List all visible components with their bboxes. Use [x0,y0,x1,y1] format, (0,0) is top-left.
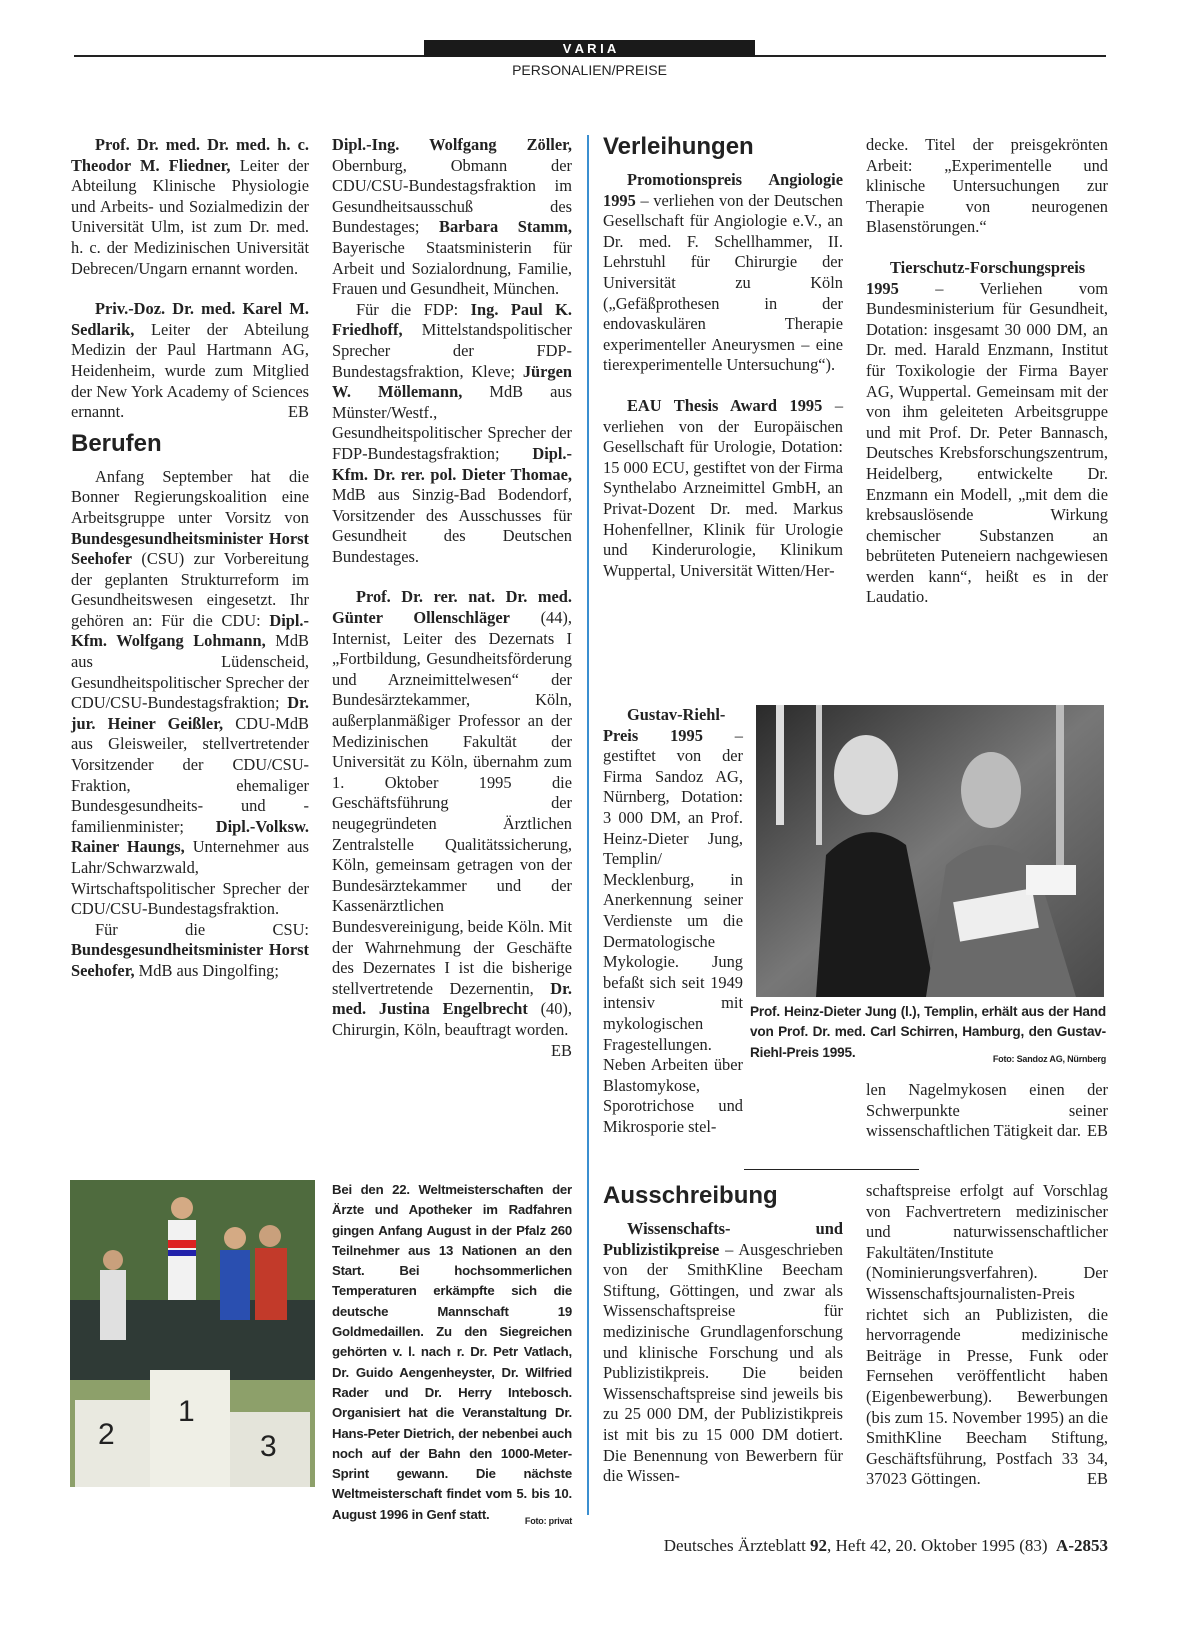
column-4 [866,135,1108,608]
section-rule [744,1169,919,1170]
berufen-continued: Dipl.-Ing. Wolfgang Zöller, Obernburg, Obmann der CDU/CSU-Bundestagsfraktion im Gesundheitsausschuß des Bundestages; Barbara Stamm, Bayerische Staatsministerin für Arbeit und Sozialordnung, Familie, Frauen und Gesundheit, München. [332,135,572,299]
footer-journal: Deutsches Ärzteblatt [663,1536,811,1555]
footer-page: A-2853 [1056,1536,1108,1555]
award-tierschutz: Tierschutz-Forschungspreis 1995 – Verliehen vom Bundesministerium für Gesundheit, Dotation: insgesamt 30 000 DM, an Dr. med. Harald Enzmann, Institut für Toxikologie der Firma Bayer AG, Wuppertal. Gemeinsam mit der von ihm geleiteten Arbeitsgruppe und mit Prof. Dr. Peter Bannasch, Deutsches Krebsforschungszentrum, Heidelberg, entwickelte Dr. Enzmann ein Modell, „mit dem die krebsauslösende Wirkung chemischer Substanzen an bebrüteten Puteneiern nachgewiesen werden kann“, heißt es in der Laudatio. [866,257,1108,607]
personalia-ollenschlaeger: Prof. Dr. rer. nat. Dr. med. Günter Ollenschläger (44), Internist, Leiter des Dezernats I „Fortbildung, Gesundheitsförderung und Arzneimittelwesen“ der Bundesärztekammer, Köln, außerplanmäßiger Professor an der Medizinischen Fakultät der Universität zu Köln, übernahm zum 1. Oktober 1995 die Geschäftsführung der neugegründeten Ärztlichen Zentralstelle Qualitätssicherung, Köln, gemeinsam getragen von der Bundesärztekammer und der Kassenärztlichen Bundesvereinigung, beide Köln. Mit der Wahrnehmung der Geschäfte des Dezernates I ist die bisherige stellvertretende Dezernentin, Dr. med. Justina Engelbrecht (40), Chirurgin, Köln, beauftragt worden. EB [332,587,572,1060]
cycling-photo [70,1180,315,1487]
column-3-lower [603,1181,843,1487]
podium-label-3: 3 [260,1430,277,1463]
ausschreibung-continued: schaftspreise erfolgt auf Vorschlag von Fachvertretern medizinischer und naturwissenschaftlicher Fakultäten/Institute (Nominierungsverfahren). Der Wissenschaftsjournalisten-Preis richtet sich an Publizisten, die hervorragende medizinische Beiträge in Presse, Funk oder Fernsehen veröffentlicht haben (Eigenbewerbung). Bewerbungen (bis zum 15. November 1995) an die SmithKline Beecham Stiftung, Geschäftsführung, Postfach 33 34, 37023 Göttingen. EB [866,1181,1108,1489]
personalia-sedlarik: Priv.-Doz. Dr. med. Karel M. Sedlarik, Leiter der Abteilung Medizin der Paul Hartmann AG, Heidenheim, wurde zum Mitglied der New York Academy of Sciences ernannt. EB [71,299,309,422]
award-riehl: Gustav-Riehl-Preis 1995 – gestiftet von der Firma Sandoz AG, Nürnberg, Dotation: 3 000 DM, an Prof. Heinz-Dieter Jung, Templin/ Mecklenburg, in Anerkennung seiner Verdienste um die Dermatologische Mykologie. Jung befaßt sich seit 1949 intensiv mit mykologischen Fragestellungen. Neben Arbeiten über Blastomykose, Sporotrichose und Mikrosporie stel- [603,705,743,1136]
award-photo [756,705,1104,997]
ausschreibung-text: Wissenschafts- und Publizistikpreise – Ausgeschrieben von der SmithKline Beecham Stiftung, Göttingen, und zwar als Wissenschaftspreise für medizinische Grundlagenforschung und klinische Forschung und als Publizistikpreis. Die beiden Wissenschaftspreise sind jeweils bis zu 25 000 DM, der Publizistikpreis ist mit bis zu 15 000 DM dotiert. Die Benennung von Bewerbern für die Wissen- [603,1219,843,1486]
podium-label-1: 1 [178,1395,195,1428]
column-4-lower [866,1181,1108,1490]
section-title: V A R I A [562,41,617,56]
berufen-text: Anfang September hat die Bonner Regierungskoalition eine Arbeitsgruppe unter Vorsitz von Bundesgesundheitsminister Horst Seehofer (CSU) zur Vorbereitung der geplanten Strukturreform im Gesundheitswesen eingesetzt. Ihr gehören an: Für die CDU: Dipl.-Kfm. Wolfgang Lohmann, MdB aus Lüdenscheid, Gesundheitspolitischer Sprecher der CDU/CSU-Bundestagsfraktion; Dr. jur. Heiner Geißler, CDU-MdB aus Gleisweiler, stellvertretender Vorsitzender der CDU/CSU-Fraktion, ehemaliger Bundesgesundheits- und -familienminister; Dipl.-Volksw. Rainer Haungs, Unternehmer aus Lahr/Schwarzwald, Wirtschaftspolitischer Sprecher der CDU/CSU-Bundestagsfraktion. [71,466,309,919]
award-eau-continued: decke. Titel der preisgekrönten Arbeit: „Experimentelle und klinische Untersuchungen zur Therapie von neurogenen Blasenstörungen.“ [866,135,1108,237]
heading-berufen: Berufen [71,429,162,457]
column-1 [71,135,309,982]
footer-volume: 92 [810,1536,828,1555]
podium-label-2: 2 [98,1418,115,1451]
award-riehl-end: len Nagelmykosen einen der Schwerpunkte seiner wissenschaftlichen Tätigkeit dar. EB [866,1080,1108,1141]
berufen-fdp: Für die FDP: Ing. Paul K. Friedhoff, Mittelstandspolitischer Sprecher der FDP-Bundestagsfraktion, Kleve; Jürgen W. Möllemann, MdB aus Münster/Westf., Gesundheitspolitischer Sprecher der FDP-Bundestagsfraktion; Dipl.-Kfm. Dr. rer. pol. Dieter Thomae, MdB aus Sinzig-Bad Bodendorf, Vorsitzender des Ausschusses für Gesundheit des Deutschen Bundestages. [332,299,573,566]
page-footer [540,1536,1108,1556]
award-photo-image [756,705,1104,997]
cycling-photo-caption: Bei den 22. Weltmeisterschaften der Ärzte und Apotheker im Radfahren gingen Anfang August in der Pfalz 260 Teilnehmer aus 13 Nationen an den Start. Bei hochsommerlichen Temperaturen erkämpfte sich die deutsche Mannschaft 19 Goldmedaillen. Zu den Siegreichen gehörten v. l. nach r. Dr. Petr Vatlach, Dr. Guido Aengenheyster, Dr. Wilfried Rader und Dr. Herry Intebosch. Organisiert hat die Veranstaltung Dr. Hans-Peter Dietrich, der nebenbei auch noch auf der Bahn den 1000-Meter-Sprint gewann. Die nächste Weltmeisterschaft findet vom 5. bis 10. August 1996 in Genf statt. Foto: privat [332,1180,572,1531]
heading-ausschreibung: Ausschreibung [603,1182,778,1209]
column-divider [587,135,589,1515]
section-banner [424,40,755,57]
column-3 [603,132,843,581]
personalia-fliedner: Prof. Dr. med. Dr. med. h. c. Theodor M. Fliedner, Leiter der Abteilung Klinische Physiologie und Arbeits- und Sozialmedizin der Universität Ulm, ist zum Dr. med. h. c. der Medizinischen Universität Debrecen/Ungarn ernannt worden. [71,135,309,278]
footer-issue: , Heft 42, 20. Oktober 1995 (83) [827,1536,1048,1555]
cycling-photo-credit: Foto: privat [524,1515,572,1526]
subsection-title: PERSONALIEN/PREISE [512,62,667,78]
award-photo-credit: Foto: Sandoz AG, Nürnberg [992,1053,1106,1064]
column-2 [332,135,572,1061]
award-angiologie: Promotionspreis Angiologie 1995 – verliehen von der Deutschen Gesellschaft für Angiologie e.V., an Dr. med. F. Schellhammer, II. Lehrstuhl für Chirurgie der Universität zu Köln („Gefäßprothesen in der endovaskulären Therapie experimenteller Aneurysmen – eine tierexperimentelle Untersuchung“). [603,170,843,375]
heading-verleihungen: Verleihungen [603,133,754,160]
award-photo-caption: Prof. Heinz-Dieter Jung (l.), Templin, erhält aus der Hand von Prof. Dr. med. Carl Schirren, Hamburg, den Gustav-Riehl-Preis 1995. Foto: Sandoz AG, Nürnberg [750,1002,1106,1069]
berufen-csu: Für die CSU: Bundesgesundheitsminister Horst Seehofer, MdB aus Dingolfing; [71,919,309,980]
award-eau: EAU Thesis Award 1995 – verliehen von der Europäischen Gesellschaft für Urologie, Dotation: 15 000 ECU, gestiftet von der Firma Synthelabo Arzneimittel GmbH, an Privat-Dozent Dr. med. Markus Hohenfellner, Klinik für Urologie und Kinderurologie, Klinikum Wuppertal, Universität Witten/Her- [603,395,844,580]
